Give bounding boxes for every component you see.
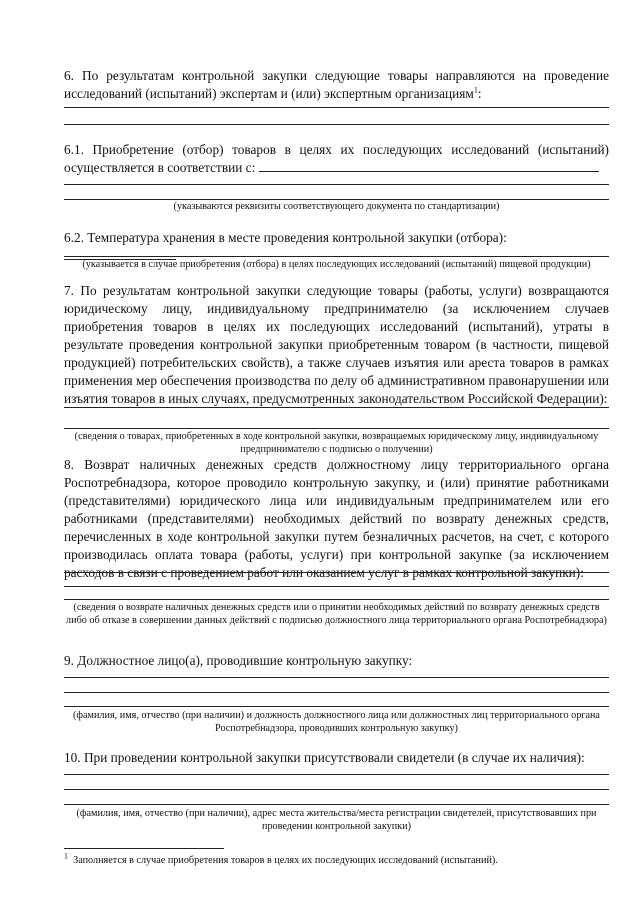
footnote-mark: 1 bbox=[64, 851, 68, 861]
section-9-text: 9. Должностное лицо(а), проводившие контрольную закупку: bbox=[64, 653, 413, 668]
entry-line-8c[interactable] bbox=[64, 599, 609, 600]
entry-line-6a[interactable] bbox=[64, 107, 609, 108]
section-7-text: 7. По результатам контрольной закупки следующие товары (работы, услуги) возвращаются юридическому лицу, индивидуальному предпринимателю (за исключением случаев приобретения товаров в целях их последующих исследований (испытаний), утраты в результате проведения контрольной закупки приобретенным товаром (в частности, пищевой продукцией) потребительских свойств), а также случаев изъятия или ареста товаров в рамках применения мер обеспечения производства по делу об административном правонарушении или изъятия товаров в иных случаях, предусмотренных законодательством Российской Федерации): bbox=[64, 283, 609, 406]
caption-6-2: (указывается в случае приобретения (отбора) в целях последующих исследований (испытаний) пищевой продукции) bbox=[82, 259, 591, 270]
footnote bbox=[64, 851, 609, 867]
section-10-text: 10. При проведении контрольной закупки присутствовали свидетели (в случае их наличия): bbox=[64, 750, 585, 765]
caption-8: (сведения о возврате наличных денежных средств или о принятии необходимых действий по возврату денежных средств либо об отказе в совершении данных действий с подписью должностного лица территориального органа Роспотребнадзора) bbox=[66, 602, 607, 626]
entry-line-6-2[interactable] bbox=[64, 256, 609, 257]
entry-line-8b[interactable] bbox=[64, 586, 609, 587]
section-6-body: 6. По результатам контрольной закупки следующие товары направляются на проведение исследований (испытаний) экспертам и (или) экспертным организациям bbox=[64, 68, 609, 101]
caption-6-1: (указываются реквизиты соответствующего документа по стандартизации) bbox=[173, 201, 500, 212]
caption-10: (фамилия, имя, отчество (при наличии), адрес места жительства/места регистрации свидетелей, присутствовавших при проведении контрольной закупки) bbox=[76, 808, 597, 832]
entry-line-7a[interactable] bbox=[64, 407, 609, 408]
entry-line-9c[interactable] bbox=[64, 706, 609, 707]
entry-line-9a[interactable] bbox=[64, 677, 609, 678]
entry-line-9b[interactable] bbox=[64, 692, 609, 693]
section-8-text: 8. Возврат наличных денежных средств должностному лицу территориального органа Роспотребнадзора, которое проводило контрольную закупку, и (или) принятие работниками (представителями) юридического лица или индивидуальным предпринимателем или его работниками (представителями) необходимых действий по возврату денежных средств, перечисленных в ходе контрольной закупки путем безналичных расчетов, на счет, с которого производилась оплата товара (работы, услуги) при контрольной закупке (за исключением расходов в связи с проведением работ или оказанием услуг в рамках контрольной закупки): bbox=[64, 457, 609, 580]
entry-line-6-1a[interactable] bbox=[64, 184, 609, 185]
entry-line-10c[interactable] bbox=[64, 804, 609, 805]
entry-line-8a[interactable] bbox=[64, 572, 609, 573]
entry-field-6-1[interactable] bbox=[259, 159, 599, 172]
footnote-separator bbox=[64, 848, 224, 849]
entry-line-10b[interactable] bbox=[64, 789, 609, 790]
section-6-1-text bbox=[64, 141, 609, 177]
entry-line-10a[interactable] bbox=[64, 774, 609, 775]
caption-9: (фамилия, имя, отчество (при наличии) и должность должностного лица или должностных лиц территориального органа Роспотребнадзора, проводивших контрольную закупку) bbox=[73, 710, 600, 734]
entry-line-7b[interactable] bbox=[64, 428, 609, 429]
section-6-colon: : bbox=[477, 86, 482, 101]
section-6-text bbox=[64, 67, 609, 103]
section-6-1-body: 6.1. Приобретение (отбор) товаров в целях их последующих исследований (испытаний) осуществляется в соответствии с: bbox=[64, 142, 609, 175]
entry-line-6b[interactable] bbox=[64, 124, 609, 125]
section-6-2-body: 6.2. Температура хранения в месте проведения контрольной закупки (отбора): bbox=[64, 230, 507, 245]
footnote-ref: 1 bbox=[473, 85, 478, 95]
caption-7: (сведения о товарах, приобретенных в ходе контрольной закупки, возвращаемых юридическому лицу, индивидуальному предпринимателю с подписью о получении) bbox=[74, 431, 599, 455]
footnote-text: Заполняется в случае приобретения товаров в целях их последующих исследований (испытаний). bbox=[73, 855, 498, 866]
